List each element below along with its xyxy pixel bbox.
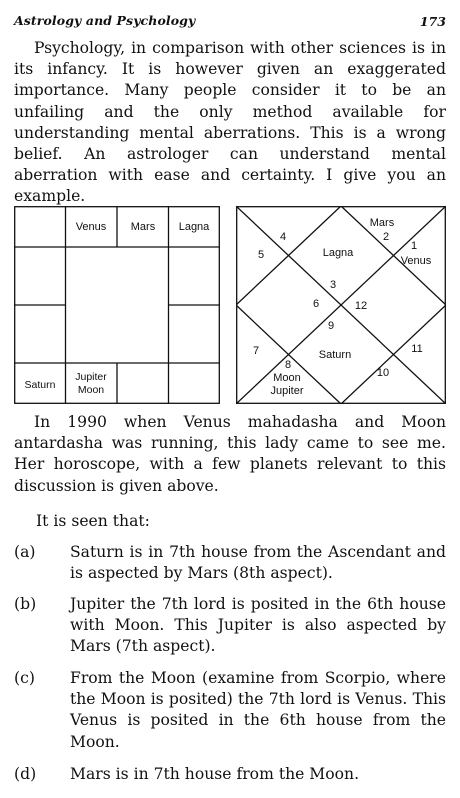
house-number-11: 11 [411, 343, 423, 355]
house-number-10: 10 [376, 367, 390, 379]
south-venus-label: Venus [75, 221, 107, 233]
story-paragraph: In 1990 when Venus mahadasha and Moon antardasha was running, this lady came to see me. Her horoscope, with a few planets relevant to this discussion is given above. [14, 413, 446, 495]
house-number-1: 1 [410, 240, 418, 252]
house-number-4: 4 [279, 231, 287, 243]
north-jupiter-label: Jupiter [270, 385, 304, 397]
house-number-9: 9 [327, 320, 335, 332]
list-item-label: (b) [14, 595, 37, 613]
list-item-a [14, 542, 446, 584]
house-number-6: 6 [312, 298, 320, 310]
south-lagna-label: Lagna [178, 221, 210, 233]
seen-heading: It is seen that: [36, 512, 150, 530]
south-jupiter-label: Jupiter [75, 371, 107, 383]
page-number: 173 [419, 14, 446, 29]
house-number-2: 2 [382, 231, 390, 243]
north-lagna-label: Lagna [322, 247, 354, 259]
north-saturn-label: Saturn [318, 349, 352, 361]
list-item-c [14, 668, 446, 753]
list-item-text: From the Moon (examine from Scorpio, where the Moon is posited) the 7th lord is Venus. This Venus is posited in the 6th house from the Moon. [70, 669, 446, 751]
list-item-text: Jupiter the 7th lord is posited in the 6th house with Moon. This Jupiter is also aspected by Mars (7th aspect). [70, 595, 446, 656]
intro-paragraph: Psychology, in comparison with other sciences is in its infancy. It is however given an exaggerated importance. Many people consider it to be an unfailing and the only method available for understanding mental aberrations. This is a wrong belief. An astrologer can understand mental aberration with ease and certainty. I give you an example. [14, 39, 446, 206]
south-moon-label: Moon [77, 384, 105, 396]
list-item-label: (c) [14, 669, 35, 687]
north-mars-label: Mars [369, 217, 395, 229]
house-number-12: 12 [354, 300, 368, 312]
house-number-7: 7 [252, 345, 260, 357]
south-mars-label: Mars [130, 221, 156, 233]
list-item-text: Mars is in 7th house from the Moon. [70, 765, 360, 783]
house-number-3: 3 [329, 279, 337, 291]
list-item-label: (d) [14, 765, 37, 783]
south-saturn-label: Saturn [24, 379, 56, 391]
house-number-5: 5 [257, 249, 265, 261]
south-indian-chart [14, 206, 220, 404]
list-item-text: Saturn is in 7th house from the Ascendant and is aspected by Mars (8th aspect). [70, 543, 446, 583]
north-venus-label: Venus [400, 255, 432, 267]
running-header-title: Astrology and Psychology [14, 13, 196, 28]
list-item-b [14, 594, 446, 658]
house-number-8: 8 [284, 359, 292, 371]
north-indian-chart [236, 206, 446, 404]
list-item-d [14, 764, 446, 785]
list-item-label: (a) [14, 543, 36, 561]
north-moon-label: Moon [273, 372, 301, 384]
